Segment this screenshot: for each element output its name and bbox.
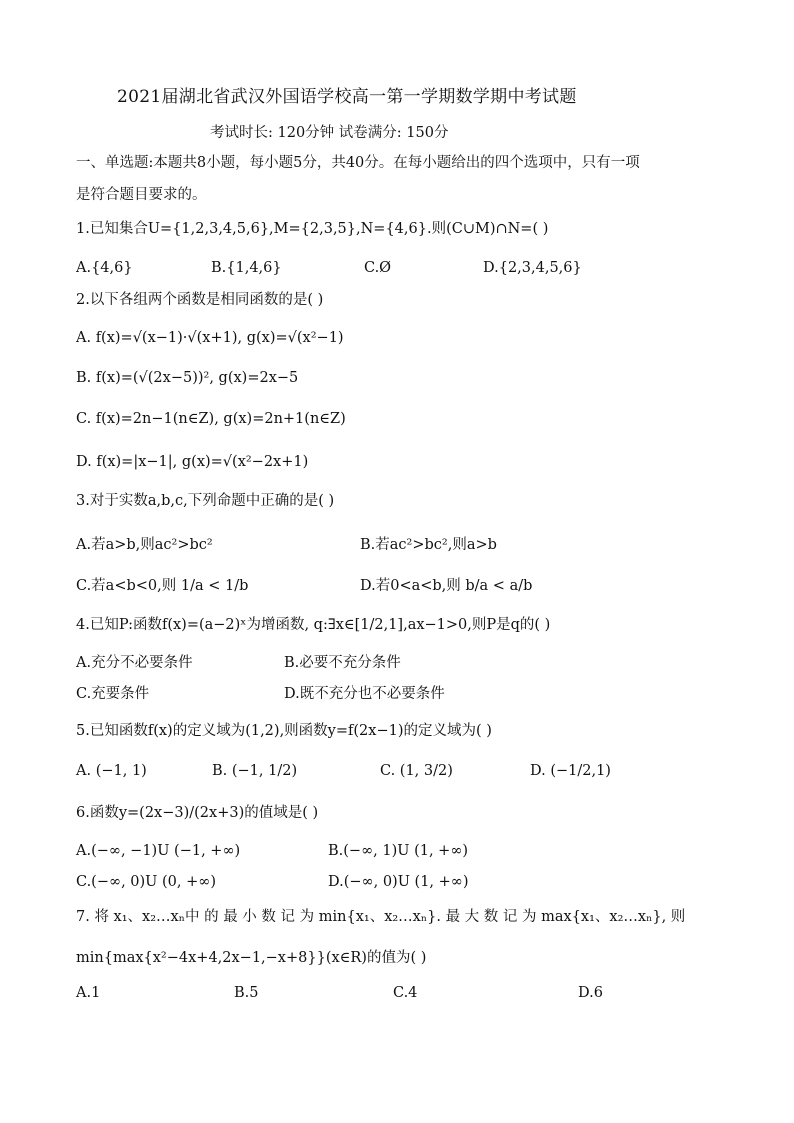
question-6-option-b: B.(−∞, 1)U (1, +∞) (328, 843, 469, 859)
question-7-option-d: D.6 (578, 985, 603, 1001)
question-1-option-d: D.{2,3,4,5,6} (483, 260, 582, 276)
question-1-option-a: A.{4,6} (76, 260, 133, 276)
question-1-option-b: B.{1,4,6} (211, 260, 282, 276)
section-instructions-line2: 是符合题目要求的。 (76, 187, 207, 203)
question-3-option-c: C.若a<b<0,则 1/a < 1/b (76, 578, 249, 594)
question-5-option-b: B. (−1, 1/2) (212, 763, 298, 779)
question-5-option-a: A. (−1, 1) (76, 763, 147, 779)
question-4-option-b: B.必要不充分条件 (284, 655, 401, 671)
question-5-stem: 5.已知函数f(x)的定义域为(1,2),则函数y=f(2x−1)的定义域为( ) (76, 723, 492, 739)
question-6-option-a: A.(−∞, −1)U (−1, +∞) (76, 843, 241, 859)
question-1-option-c: C.Ø (364, 260, 392, 276)
question-4-option-a: A.充分不必要条件 (76, 655, 193, 671)
question-6-stem: 6.函数y=(2x−3)/(2x+3)的值域是( ) (76, 805, 319, 821)
question-4-option-c: C.充要条件 (76, 686, 150, 702)
question-7-option-b: B.5 (234, 985, 259, 1001)
question-3-stem: 3.对于实数a,b,c,下列命题中正确的是( ) (76, 493, 335, 509)
question-3-option-a: A.若a>b,则ac²>bc² (76, 537, 213, 553)
question-7-option-c: C.4 (393, 985, 418, 1001)
exam-title: 2021届湖北省武汉外国语学校高一第一学期数学期中考试题 (117, 87, 577, 107)
question-3-option-d: D.若0<a<b,则 b/a < a/b (360, 578, 533, 594)
question-2-option-a: A. f(x)=√(x−1)·√(x+1), g(x)=√(x²−1) (76, 330, 344, 346)
question-6-option-c: C.(−∞, 0)U (0, +∞) (76, 874, 216, 890)
question-6-option-d: D.(−∞, 0)U (1, +∞) (328, 874, 469, 890)
question-3-option-b: B.若ac²>bc²,则a>b (360, 537, 497, 553)
question-2-option-c: C. f(x)=2n−1(n∈Z), g(x)=2n+1(n∈Z) (76, 411, 346, 427)
question-5-option-d: D. (−1/2,1) (530, 763, 611, 779)
question-2-option-d: D. f(x)=|x−1|, g(x)=√(x²−2x+1) (76, 454, 309, 470)
question-4-option-d: D.既不充分也不必要条件 (284, 686, 445, 702)
question-7-stem-line1: 7. 将 x₁、x₂…xₙ中 的 最 小 数 记 为 min{x₁、x₂…xₙ}. 最 大 数 记 为 max{x₁、x₂…xₙ}, 则 (76, 909, 686, 925)
question-1-stem: 1.已知集合U={1,2,3,4,5,6},M={2,3,5},N={4,6}.则(C∪M)∩N=( ) (76, 221, 549, 237)
question-5-option-c: C. (1, 3/2) (380, 763, 453, 779)
question-4-stem: 4.已知P:函数f(x)=(a−2)ˣ为增函数, q:∃x∈[1/2,1],ax−1>0,则P是q的( ) (76, 617, 551, 633)
question-2-option-b: B. f(x)=(√(2x−5))², g(x)=2x−5 (76, 370, 299, 386)
question-2-stem: 2.以下各组两个函数是相同函数的是( ) (76, 292, 324, 308)
exam-meta: 考试时长: 120分钟 试卷满分: 150分 (210, 125, 449, 141)
question-7-stem-line2: min{max{x²−4x+4,2x−1,−x+8}}(x∈R)的值为( ) (76, 950, 427, 966)
question-7-option-a: A.1 (76, 985, 101, 1001)
section-instructions-line1: 一、单选题:本题共8小题，每小题5分，共40分。在每小题给出的四个选项中，只有一项 (76, 155, 640, 171)
